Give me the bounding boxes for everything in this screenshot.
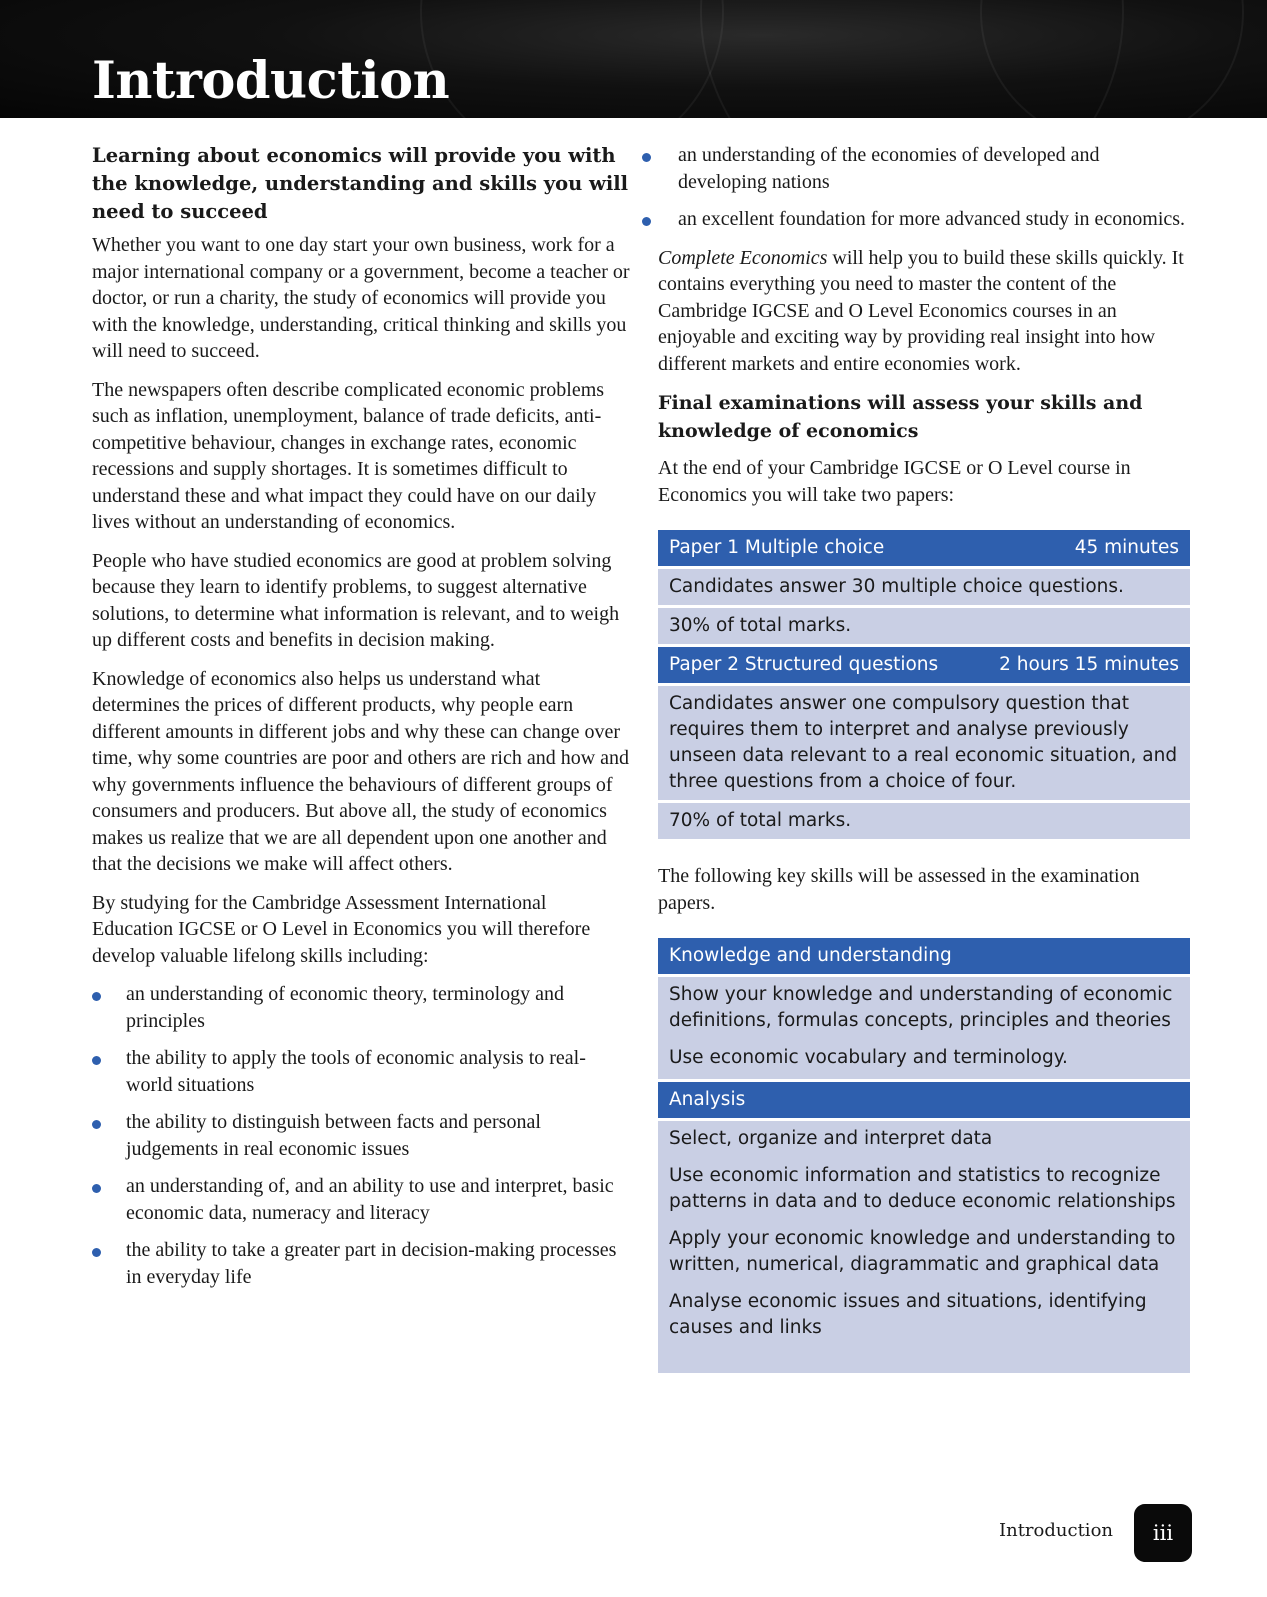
- paper-marks: 70% of total marks.: [658, 803, 1190, 839]
- skill-item: Apply your economic knowledge and understanding to written, numerical, diagrammatic and graphical data: [669, 1228, 1176, 1275]
- exam-heading: Final examinations will assess your skills and knowledge of economics: [658, 392, 1143, 442]
- lead-heading: Learning about economics will provide you with the knowledge, understanding and skills you will need to succeed: [92, 144, 629, 223]
- papers-table: [658, 530, 1190, 839]
- list-item: the ability to distinguish between facts and personal judgements in real economic issues: [92, 1109, 630, 1162]
- skill-heading: Knowledge and understanding: [669, 945, 952, 966]
- skill-item: Use economic vocabulary and terminology.: [669, 1047, 1068, 1068]
- paper-duration: 45 minutes: [1074, 537, 1179, 558]
- paragraph: By studying for the Cambridge Assessment International Education IGCSE or O Level in Economics you will therefore develop valuable lifelong skills including:: [92, 891, 591, 967]
- right-column: [658, 142, 1190, 1397]
- skills-bullet-list-continued: [644, 142, 1190, 233]
- skill-block: [658, 977, 1190, 1079]
- paragraph: The newspapers often describe complicated economic problems such as inflation, unemployment, balance of trade deficits, anti-competitive behaviour, changes in exchange rates, economic recessions and supply shortages. It is sometimes difficult to understand these and what impact they could have on our daily lives without an understanding of economics.: [92, 378, 605, 533]
- list-item: an excellent foundation for more advanced study in economics.: [644, 206, 1190, 233]
- list-item: the ability to take a greater part in decision-making processes in everyday life: [92, 1237, 630, 1290]
- skill-item: Use economic information and statistics to recognize patterns in data and to deduce economic relationships: [669, 1165, 1176, 1212]
- skill-item: Analyse economic issues and situations, identifying causes and links: [669, 1291, 1147, 1338]
- page-number-badge: iii: [1134, 1504, 1192, 1562]
- skill-header-row: [658, 1082, 1190, 1118]
- header-banner: [0, 0, 1267, 118]
- list-item: an understanding of, and an ability to use and interpret, basic economic data, numeracy and literacy: [92, 1173, 630, 1226]
- skills-table: [658, 938, 1190, 1373]
- paper-header-row: [658, 530, 1190, 566]
- list-item: an understanding of the economies of developed and developing nations: [644, 142, 1190, 195]
- book-paragraph: [658, 245, 1190, 378]
- paper-duration: 2 hours 15 minutes: [999, 654, 1179, 675]
- book-title: Complete Economics: [658, 246, 828, 269]
- paper-name: Paper 2 Structured questions: [669, 654, 939, 675]
- paper-description: Candidates answer 30 multiple choice questions.: [658, 569, 1190, 605]
- left-column: [92, 142, 630, 1302]
- skills-bullet-list: [92, 981, 630, 1290]
- paper-name: Paper 1 Multiple choice: [669, 537, 885, 558]
- book-paragraph-text: will help you to build these skills quickly. It contains everything you need to master the content of the Cambridge IGCSE and O Level Economics courses in an enjoyable and exciting way by providing real insight into how different markets and entire economies work.: [658, 246, 1184, 375]
- skill-header-row: [658, 938, 1190, 974]
- paper-marks: 30% of total marks.: [658, 608, 1190, 644]
- skill-item: Show your knowledge and understanding of economic definitions, formulas concepts, principles and theories: [669, 984, 1173, 1031]
- list-item: the ability to apply the tools of economic analysis to real-world situations: [92, 1045, 630, 1098]
- skill-item: Select, organize and interpret data: [669, 1128, 993, 1149]
- paper-header-row: [658, 647, 1190, 683]
- footer-section-label: Introduction: [999, 1520, 1113, 1541]
- skill-block: [658, 1121, 1190, 1373]
- page-title: Introduction: [92, 51, 450, 111]
- list-item: an understanding of economic theory, terminology and principles: [92, 981, 630, 1034]
- paper-description: Candidates answer one compulsory question that requires them to interpret and analyse previously unseen data relevant to a real economic situation, and three questions from a choice of four.: [658, 686, 1190, 800]
- paragraph: Knowledge of economics also helps us understand what determines the prices of different products, why people earn different amounts in different jobs and why these can change over time, why some countries are poor and others are rich and how and why governments influence the behaviours of different groups of consumers and producers. But above all, the study of economics makes us realize that we are all dependent upon one another and that the decisions we make will affect others.: [92, 667, 630, 875]
- skill-heading: Analysis: [669, 1089, 746, 1110]
- paragraph: People who have studied economics are good at problem solving because they learn to identify problems, to suggest alternative solutions, to determine what information is relevant, and to weigh up different costs and benefits in decision making.: [92, 549, 620, 651]
- skills-intro: The following key skills will be assessed in the examination papers.: [658, 865, 1140, 914]
- exam-intro: At the end of your Cambridge IGCSE or O Level course in Economics you will take two papers:: [658, 457, 1131, 506]
- paragraph: Whether you want to one day start your own business, work for a major international company or a government, become a teacher or doctor, or run a charity, the study of economics will provide you with the knowledge, understanding, critical thinking and skills you will need to succeed.: [92, 234, 630, 362]
